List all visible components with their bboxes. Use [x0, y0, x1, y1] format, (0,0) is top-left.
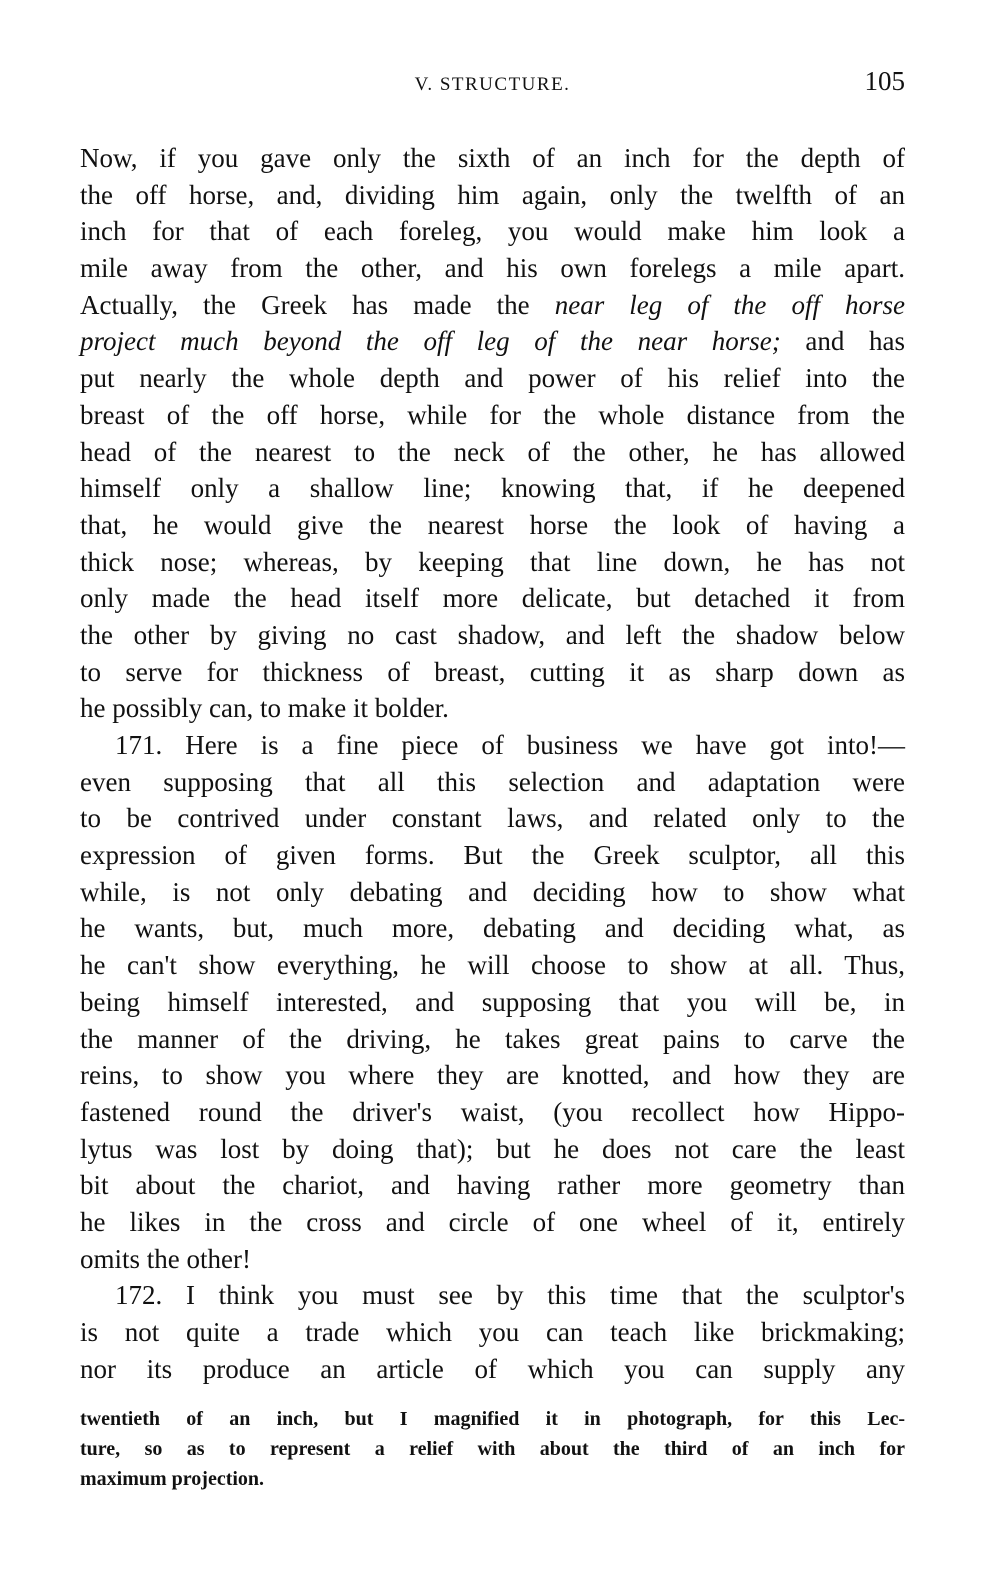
- text-line: [80, 1314, 905, 1351]
- text-segment: he can't show everything, he will choose to show at all. Thus,: [80, 950, 905, 981]
- text-segment: himself only a shallow line; knowing that, if he deepened: [80, 473, 905, 504]
- text-line: [80, 947, 905, 984]
- text-segment: bit about the chariot, and having rather more geometry than: [80, 1170, 905, 1201]
- text-segment: only made the head itself more delicate, but detached it from: [80, 583, 905, 614]
- text-segment: 172. I think you must see by this time that the sculptor's: [115, 1280, 905, 1311]
- text-line: [80, 434, 905, 471]
- text-line: [80, 1351, 905, 1388]
- text-line: [80, 470, 905, 507]
- text-line: [80, 837, 905, 874]
- text-segment: he likes in the cross and circle of one wheel of it, entirely: [80, 1206, 905, 1237]
- text-segment: expression of given forms. But the Greek sculptor, all this: [80, 840, 905, 871]
- text-segment: lytus was lost by doing that); but he does not care the least: [80, 1133, 905, 1164]
- text-segment: Now, if you gave only the sixth of an inch for the depth of: [80, 143, 905, 173]
- text-line: [80, 1057, 905, 1094]
- text-line: [80, 213, 905, 250]
- text-segment: is not quite a trade which you can teach like brickmaking;: [80, 1317, 905, 1347]
- text-line: [80, 1204, 905, 1241]
- text-line: [80, 1167, 905, 1204]
- text-segment: and has: [780, 326, 905, 357]
- running-title: V. STRUCTURE.: [414, 74, 571, 95]
- text-segment: mile away from the other, and his own forelegs a mile apart.: [80, 253, 905, 284]
- text-segment: he wants, but, much more, debating and deciding what, as: [80, 913, 905, 944]
- text-segment: reins, to show you where they are knotted, and how they are: [80, 1060, 905, 1091]
- text-line: [80, 360, 905, 397]
- footnote-line: twentieth of an inch, but I magnified it in photograph, for this Lec-: [80, 1408, 905, 1430]
- text-segment: Actually, the Greek has made the: [80, 289, 555, 320]
- text-line: [80, 323, 905, 360]
- text-segment: fastened round the driver's waist, (you recollect how Hippo-: [80, 1096, 905, 1127]
- text-segment: the off horse, and, dividing him again, only the twelfth of an: [80, 179, 905, 210]
- text-line: [80, 800, 905, 837]
- italic-text: near leg of the off horse: [554, 289, 906, 320]
- text-line: [80, 874, 905, 911]
- footnote-line: maximum projection.: [80, 1468, 265, 1490]
- text-line: [80, 507, 905, 544]
- text-segment: even supposing that all this selection and adaptation were: [80, 766, 905, 797]
- text-line: [80, 177, 905, 214]
- text-line: [80, 287, 905, 324]
- text-segment: omits the other!: [80, 1243, 251, 1274]
- text-line: [80, 764, 905, 801]
- text-line: [80, 1094, 905, 1131]
- text-segment: inch for that of each foreleg, you would make him look a: [80, 216, 905, 247]
- text-line: [80, 397, 905, 434]
- page-header: [80, 66, 905, 106]
- text-segment: that, he would give the nearest horse the look of having a: [80, 509, 905, 540]
- body-text: [80, 140, 905, 1387]
- text-segment: he possibly can, to make it bolder.: [80, 693, 449, 724]
- text-line: [80, 1021, 905, 1058]
- text-segment: the other by giving no cast shadow, and left the shadow below: [80, 619, 905, 650]
- text-line: [80, 690, 905, 727]
- text-line: [80, 580, 905, 617]
- text-segment: 171. Here is a fine piece of business we have got into!—: [115, 730, 905, 760]
- text-segment: being himself interested, and supposing that you will be, in: [80, 986, 905, 1017]
- text-line: [80, 250, 905, 287]
- text-line: [80, 1277, 905, 1314]
- text-segment: to be contrived under constant laws, and related only to the: [80, 803, 905, 834]
- footnote-line: ture, so as to represent a relief with about the third of an inch for: [80, 1438, 905, 1460]
- text-line: [80, 1131, 905, 1168]
- text-segment: head of the nearest to the neck of the other, he has allowed: [80, 436, 905, 467]
- page-number: 105: [864, 66, 905, 96]
- text-segment: while, is not only debating and deciding how to show what: [80, 876, 905, 907]
- text-line: [80, 984, 905, 1021]
- text-segment: put nearly the whole depth and power of his relief into the: [80, 363, 905, 394]
- text-segment: thick nose; whereas, by keeping that line down, he has not: [80, 546, 905, 577]
- text-line: [80, 727, 905, 764]
- text-line: [80, 1241, 905, 1278]
- text-segment: nor its produce an article of which you can supply any: [80, 1353, 905, 1384]
- text-line: [80, 617, 905, 654]
- text-line: [80, 140, 905, 177]
- text-segment: to serve for thickness of breast, cutting it as sharp down as: [80, 656, 905, 687]
- text-line: [80, 910, 905, 947]
- footnote: [80, 1404, 905, 1494]
- text-segment: the manner of the driving, he takes great pains to carve the: [80, 1023, 905, 1054]
- italic-text: project much beyond the off leg of the near horse;: [80, 326, 781, 357]
- text-line: [80, 654, 905, 691]
- text-line: [80, 544, 905, 581]
- text-segment: breast of the off horse, while for the whole distance from the: [80, 399, 905, 430]
